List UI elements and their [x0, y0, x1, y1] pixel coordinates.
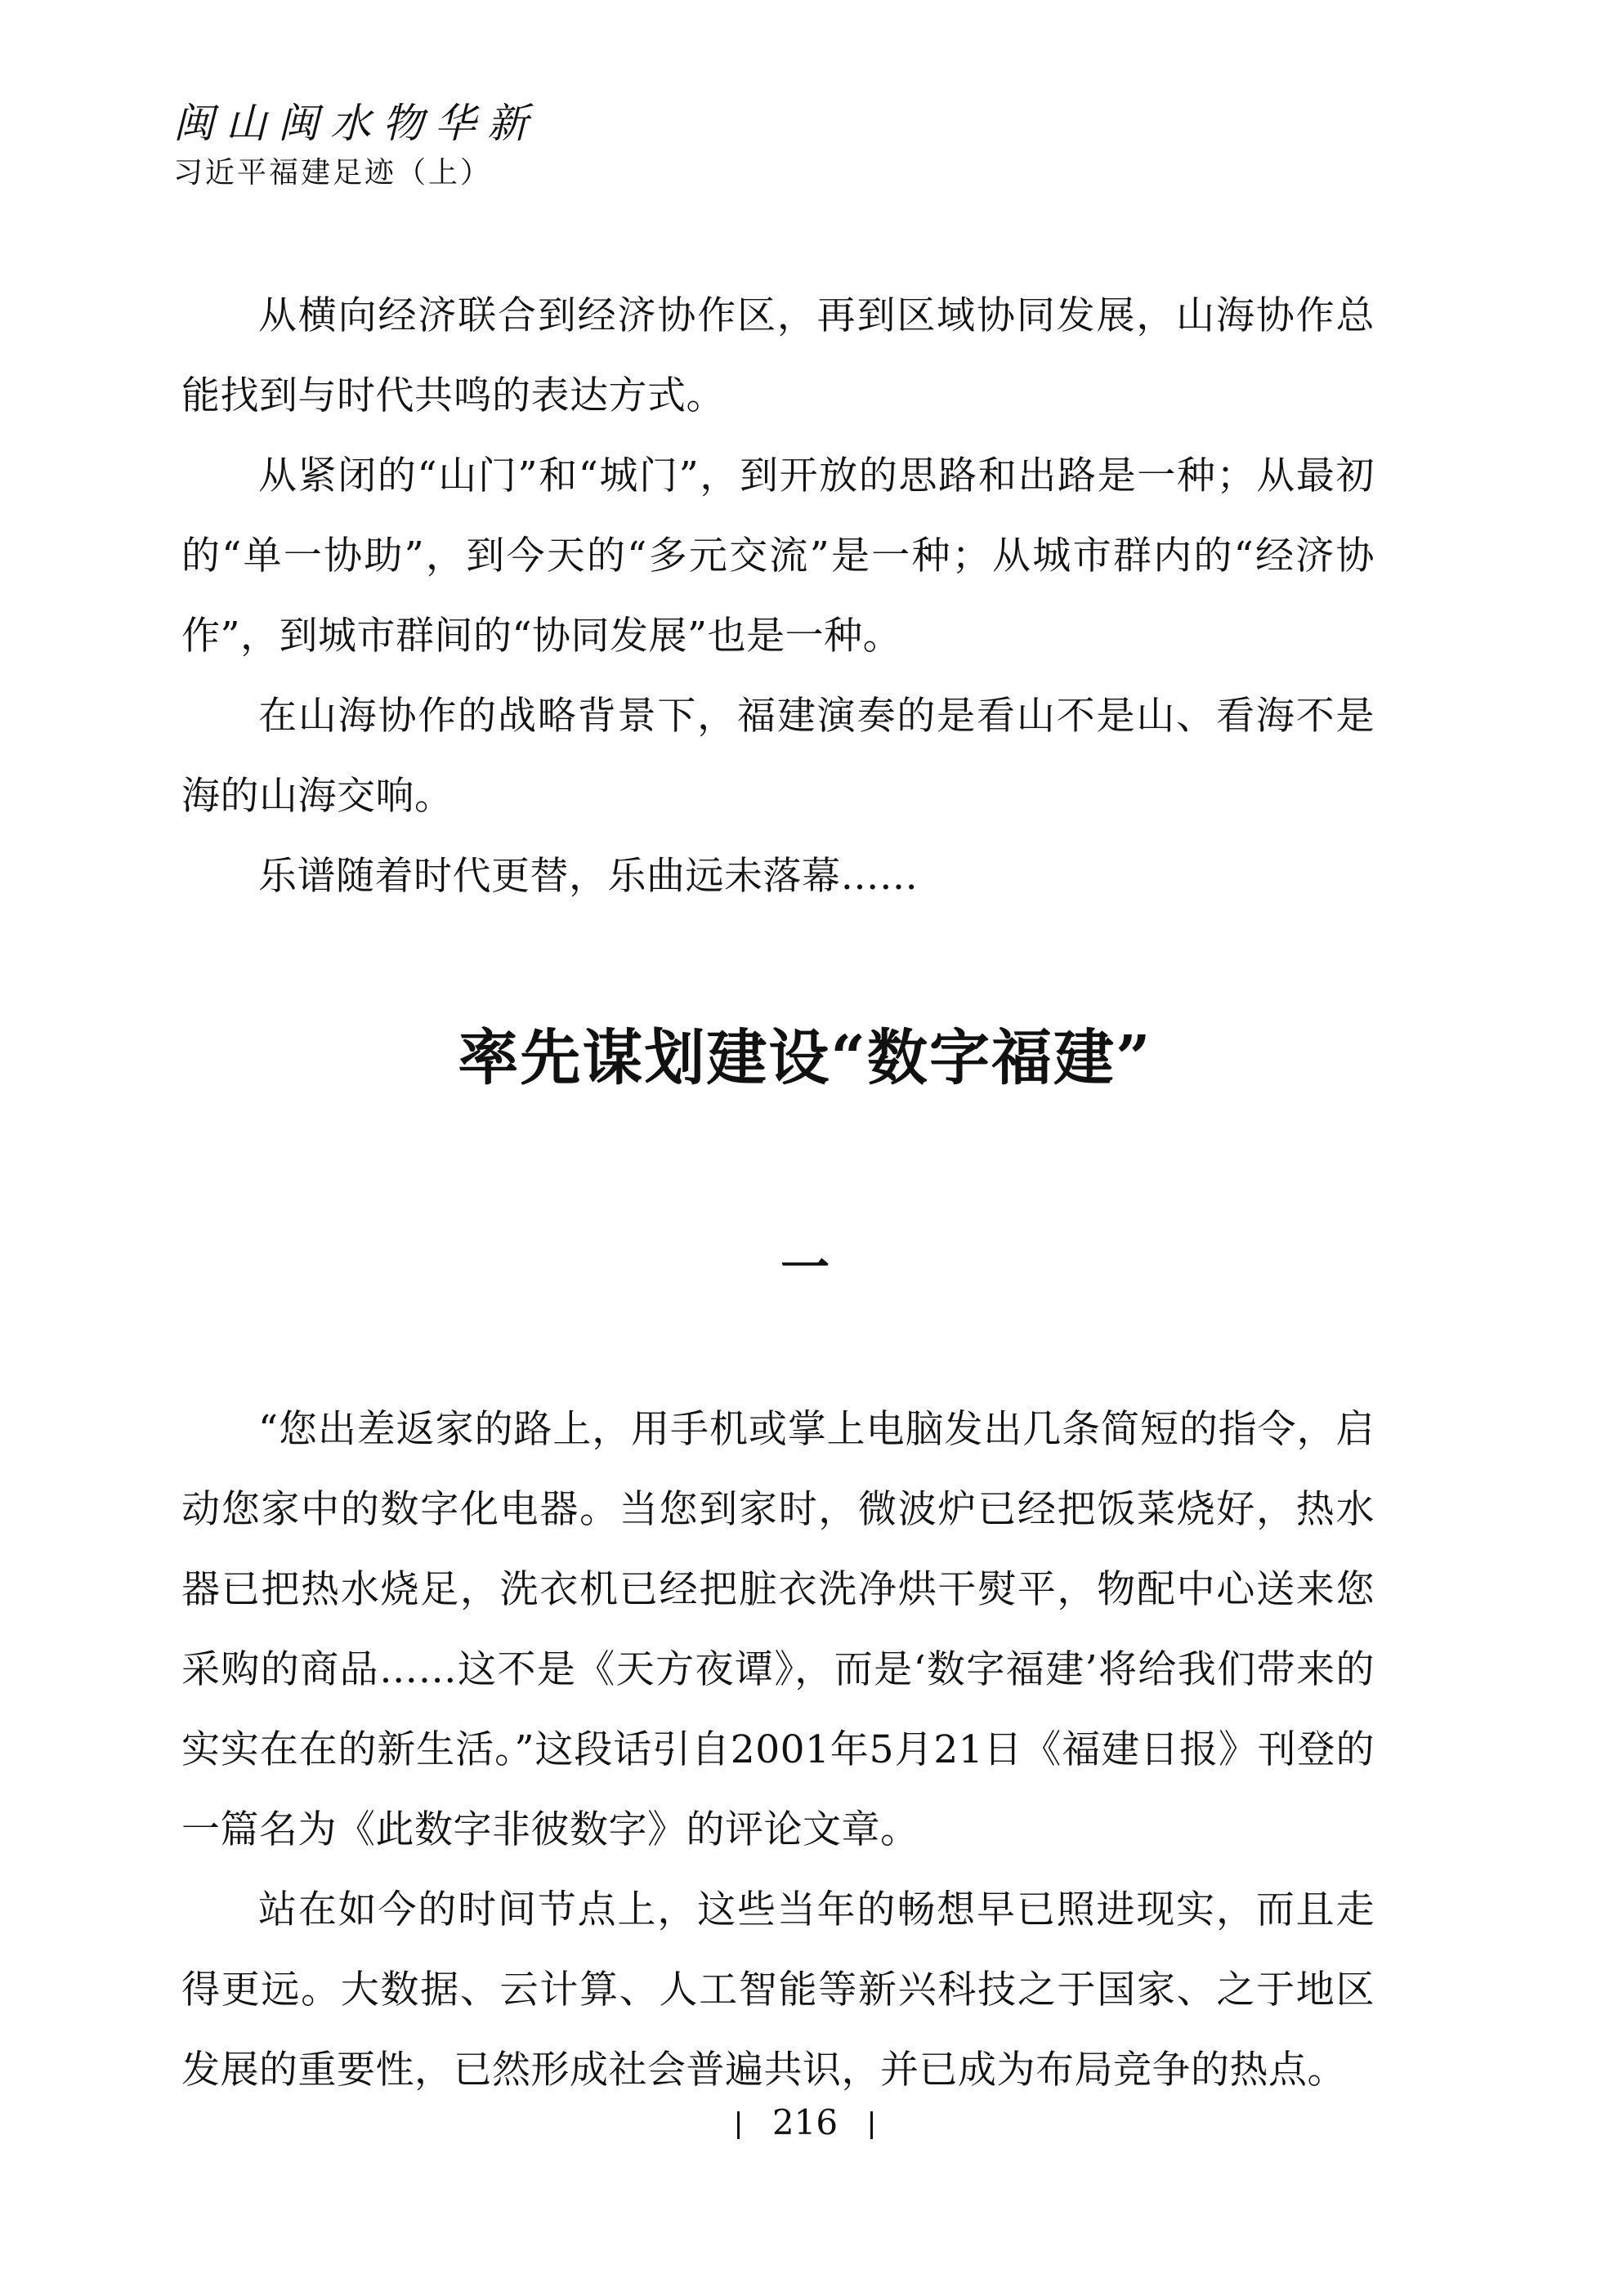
folio-rule-right — [870, 2111, 873, 2139]
body-text-top — [181, 276, 1375, 917]
book-subtitle: 习近平福建足迹（上） — [173, 156, 493, 190]
section-number: 一 — [780, 1240, 830, 1297]
series-title: 闽山闽水物华新 — [173, 100, 539, 147]
paragraph: 从紧闭的“山门”和“城门”，到开放的思路和出路是一种；从最初的“单一协助”，到今天的“多元交流”是一种；从城市群内的“经济协作”，到城市群间的“协同发展”也是一种。 — [181, 453, 1375, 659]
paragraph: 乐谱随着时代更替，乐曲远未落幕…… — [258, 854, 919, 899]
paragraph: 从横向经济联合到经济协作区，再到区域协同发展，山海协作总能找到与时代共鸣的表达方式。 — [181, 293, 1375, 418]
paragraph: “您出差返家的路上，用手机或掌上电脑发出几条简短的指令，启动您家中的数字化电器。当您到家时，微波炉已经把饭菜烧好，热水器已把热水烧足，洗衣机已经把脏衣洗净烘干熨平，物配中心送来您采购的商品……这不是《天方夜谭》，而是‘数字福建’将给我们带来的实实在在的新生活。”这段话引自2001年5月21日《福建日报》刊登的一篇名为《此数字非彼数字》的评论文章。 — [181, 1407, 1375, 1852]
page-footer — [0, 2098, 1610, 2147]
body-text-bottom — [181, 1390, 1375, 2111]
folio-rule-left — [737, 2111, 740, 2139]
page-number: 216 — [771, 2102, 839, 2142]
paragraph: 站在如今的时间节点上，这些当年的畅想早已照进现实，而且走得更远。大数据、云计算、人工智能等新兴科技之于国家、之于地区发展的重要性，已然形成社会普遍共识，并已成为布局竞争的热点。 — [181, 1887, 1375, 2093]
paragraph: 在山海协作的战略背景下，福建演奏的是看山不是山、看海不是海的山海交响。 — [181, 694, 1375, 819]
chapter-title: 率先谋划建设“数字福建” — [458, 1023, 1152, 1093]
running-head — [173, 96, 539, 194]
